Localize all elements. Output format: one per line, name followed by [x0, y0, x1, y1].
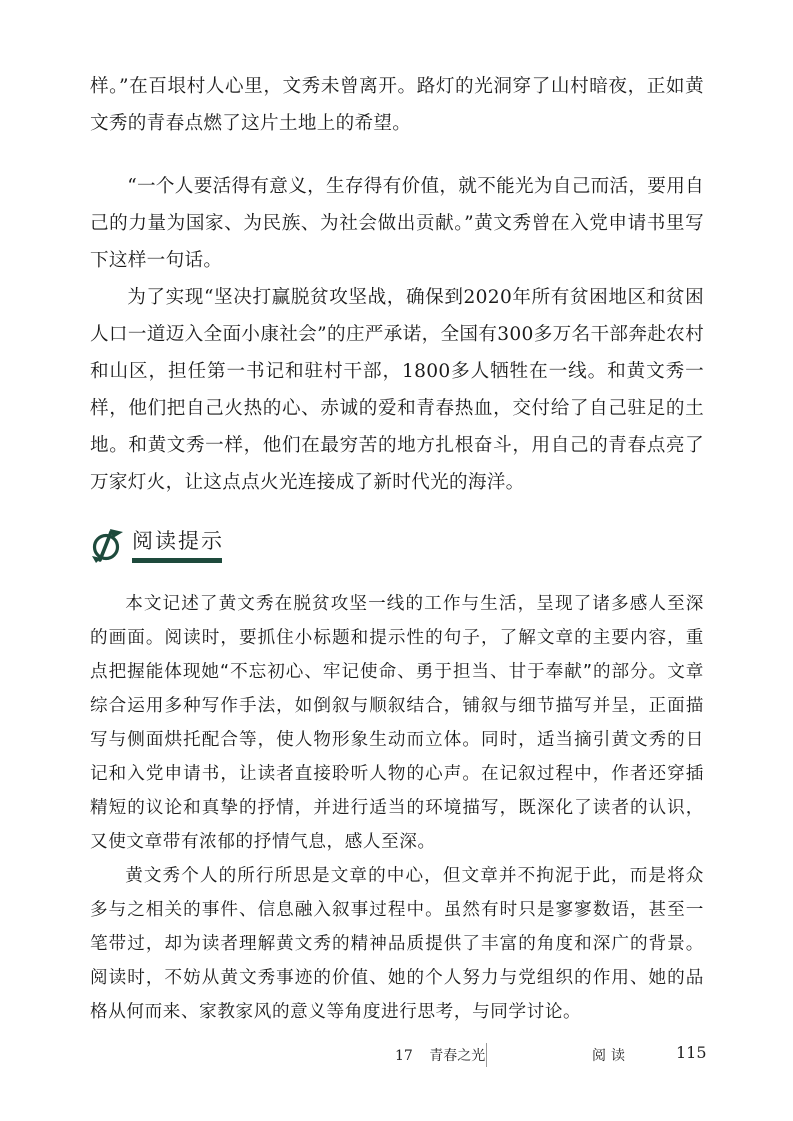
body-section-closing: [90, 168, 704, 501]
page-footer: [0, 1043, 793, 1073]
body-section-continued: [90, 68, 704, 142]
page-number: 115: [676, 1043, 707, 1062]
lesson-number: 17: [395, 1048, 413, 1064]
reading-tip-title: 阅读提示: [132, 529, 224, 553]
footer-lesson: [395, 1045, 485, 1065]
reading-tip-paragraph: 本文记述了黄文秀在脱贫攻坚一线的工作与生活，呈现了诸多感人至深的画面。阅读时，要抓住小标题和提示性的句子，了解文章的主要内容，重点把握能体现她“不忘初心、牢记使命、勇于担当、甘于奉献”的部分。文章综合运用多种写作手法，如倒叙与顺叙结合，铺叙与细节描写并呈，正面描写与侧面烘托配合等，使人物形象生动而立体。同时，适当摘引黄文秀的日记和入党申请书，让读者直接聆听人物的心声。在记叙过程中，作者还穿插精短的议论和真挚的抒情，并进行适当的环境描写，既深化了读者的认识，又使文章带有浓郁的抒情气息，感人至深。: [90, 594, 704, 852]
reading-tip-icon: [88, 526, 128, 566]
heading-underline: [132, 558, 222, 563]
reading-tip-paragraph: 黄文秀个人的所行所思是文章的中心，但文章并不拘泥于此，而是将众多与之相关的事件、信息融入叙事过程中。虽然有时只是寥寥数语，甚至一笔带过，却为读者理解黄文秀的精神品质提供了丰富的角度和深广的背景。阅读时，不妨从黄文秀事迹的价值、她的个人努力与党组织的作用、她的品格从何而来、家教家风的意义等角度进行思考，与同学讨论。: [90, 866, 704, 1022]
body-paragraph: 为了实现“坚决打赢脱贫攻坚战，确保到2020年所有贫困地区和贫困人口一道迈入全面小康社会”的庄严承诺，全国有300多万名干部奔赴农村和山区，担任第一书记和驻村干部，1800多人牺牲在一线。和黄文秀一样，他们把自己火热的心、赤诚的爱和青春热血，交付给了自己驻足的土地。和黄文秀一样，他们在最穷苦的地方扎根奋斗，用自己的青春点亮了万家灯火，让这点点火光连接成了新时代光的海洋。: [90, 287, 704, 493]
lesson-title: 青春之光: [429, 1048, 486, 1064]
body-paragraph: “一个人要活得有意义，生存得有价值，就不能光为自己而活，要用自己的力量为国家、为民族、为社会做出贡献。”黄文秀曾在入党申请书里写下这样一句话。: [90, 176, 704, 271]
reading-tip-body: [90, 587, 704, 1029]
footer-divider: [486, 1043, 487, 1067]
unit-label: 阅读: [592, 1048, 630, 1064]
reading-tip-heading: [88, 522, 288, 570]
body-paragraph: 样。”在百垠村人心里，文秀未曾离开。路灯的光洞穿了山村暗夜，正如黄文秀的青春点燃了这片土地上的希望。: [90, 76, 704, 134]
